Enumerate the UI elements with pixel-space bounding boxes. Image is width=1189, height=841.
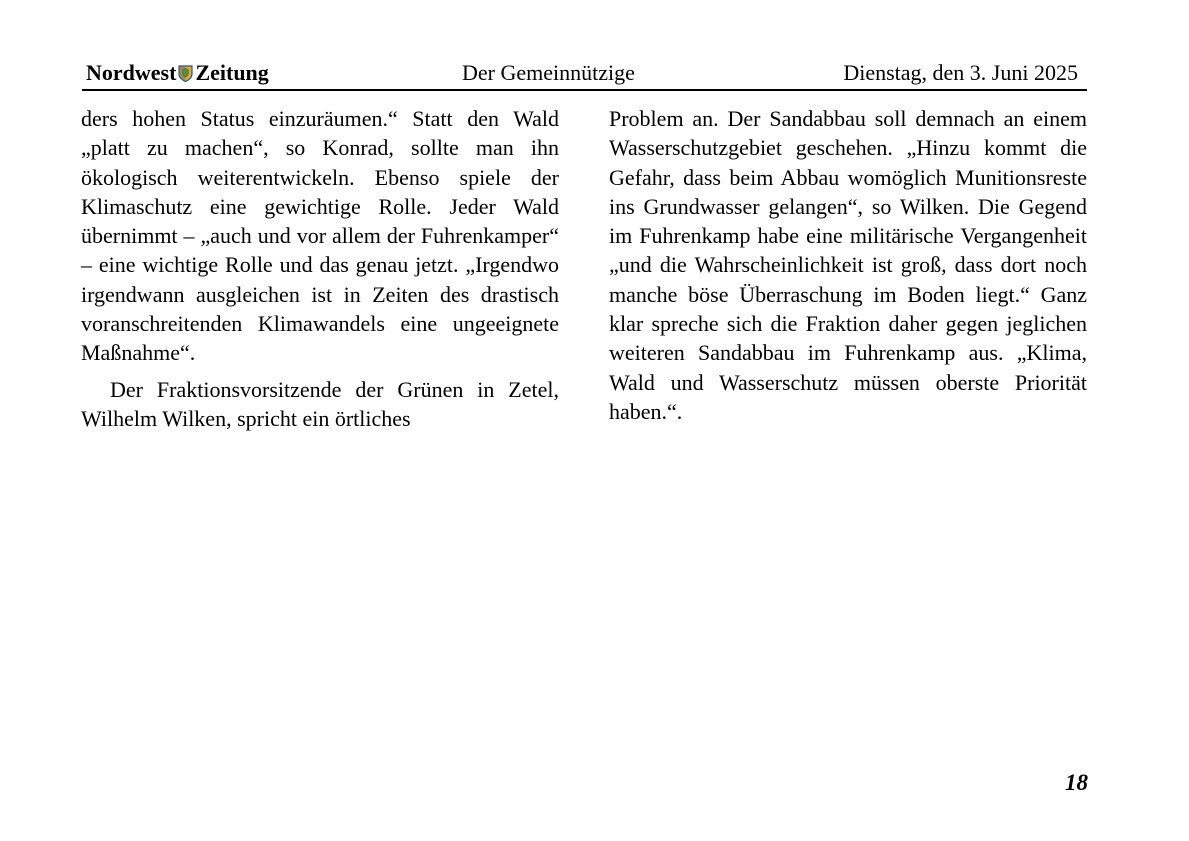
section-title: Der Gemeinnützige	[462, 60, 635, 85]
article-column-right	[609, 104, 1087, 426]
page-number: 18	[1065, 770, 1088, 795]
coat-of-arms-icon	[178, 65, 193, 82]
page-header	[86, 58, 1086, 88]
masthead-nordwest: Nordwest	[86, 60, 177, 85]
newspaper-masthead	[86, 58, 269, 88]
header-divider	[82, 89, 1087, 91]
article-paragraph: Der Fraktionsvorsitzende der Grünen in Zetel, Wilhelm Wilken, spricht ein örtliches	[81, 376, 559, 431]
masthead-zeitung: Zeitung	[195, 60, 269, 85]
article-paragraph: ders hohen Status einzuräumen.“ Statt den Wald „platt zu machen“, so Konrad, sollte man ihn ökologisch weiterentwickeln. Ebenso spiele der Klimaschutz eine gewichtige Rolle. Jeder Wald übernimmt – „auch und vor allem der Fuhrenkamper“ – eine wichtige Rolle und das genau jetzt. „Irgendwo irgendwann ausgleichen ist in Zeiten des drastisch voranschreitenden Klimawandels eine ungeeignete Maßnahme“.	[81, 106, 559, 366]
article-column-left	[81, 104, 559, 433]
article-paragraph: Problem an. Der Sandabbau soll demnach an einem Wasserschutzgebiet geschehen. „Hinzu kommt die Gefahr, dass beim Abbau womöglich Munitionsreste ins Grundwasser gelangen“, so Wilken. Die Gegend im Fuhrenkamp habe eine militärische Vergangenheit „und die Wahrscheinlichkeit ist groß, dass dort noch manche böse Überraschung im Boden liegt.“ Ganz klar spreche sich die Fraktion daher gegen jeglichen weiteren Sandabbau im Fuhrenkamp aus. „Klima, Wald und Wasserschutz müssen oberste Priorität haben.“.	[609, 106, 1087, 424]
issue-date: Dienstag, den 3. Juni 2025	[843, 60, 1078, 85]
